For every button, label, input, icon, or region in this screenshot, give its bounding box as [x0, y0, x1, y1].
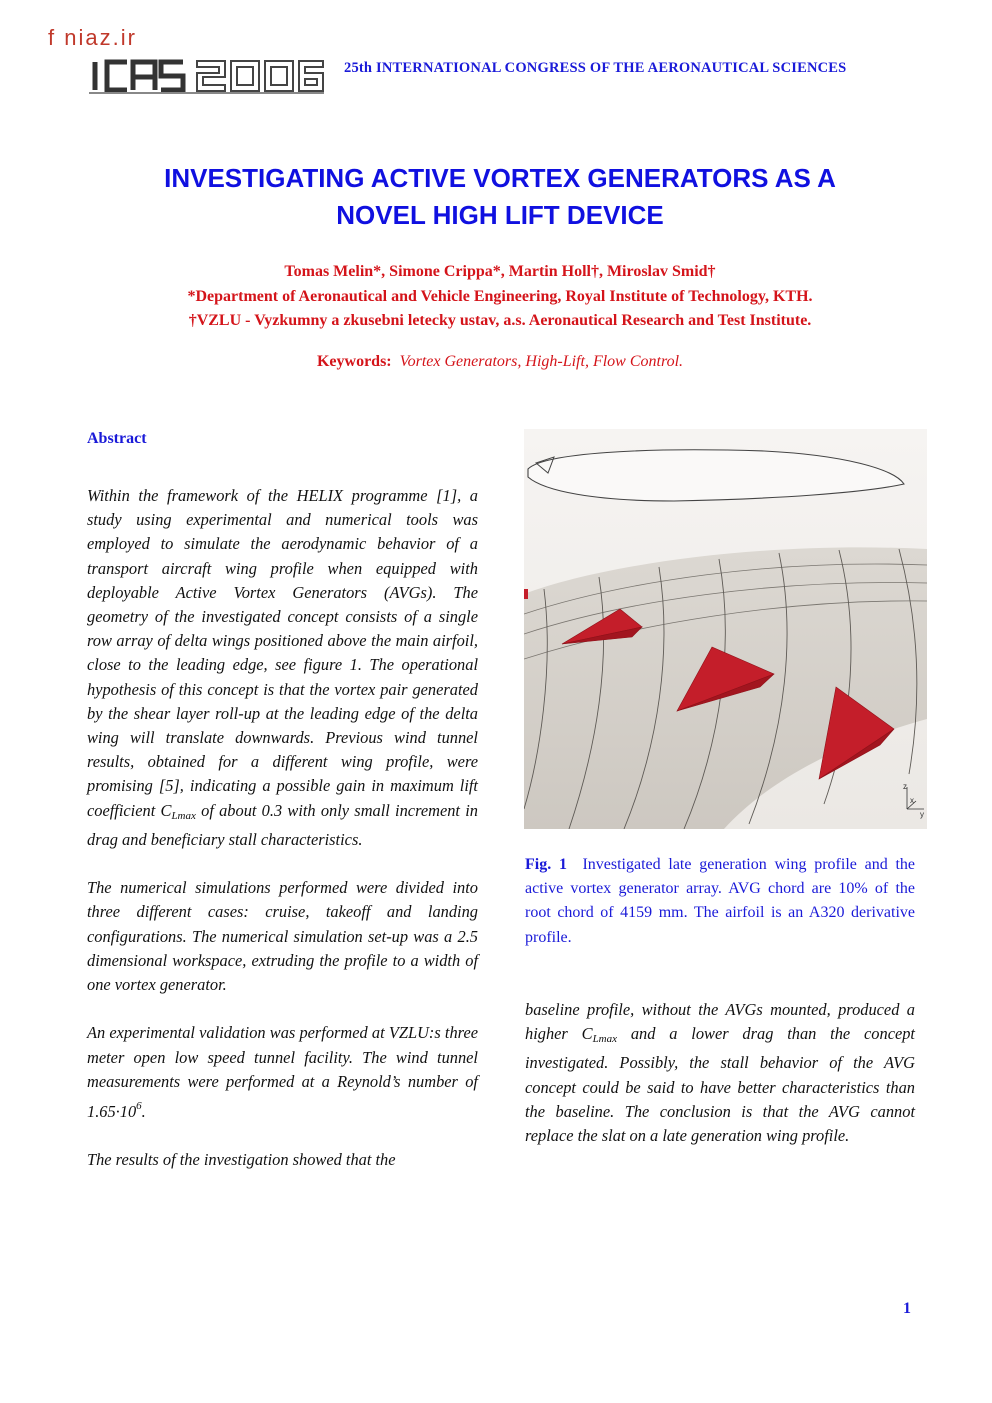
author-block: [60, 260, 940, 334]
figure-1-wing-render: [524, 429, 927, 829]
abstract-heading: Abstract: [87, 430, 147, 447]
watermark: f niaz.ir: [48, 25, 137, 50]
abstract-paragraph-4: The results of the investigation showed that the: [87, 1150, 396, 1170]
affiliation-vzlu: †VZLU - Vyzkumny a zkusebni letecky ustav, a.s. Aeronautical Research and Test Institute.: [188, 312, 812, 329]
page-number: 1: [903, 1300, 911, 1317]
abstract-right-column: [525, 998, 915, 1148]
figure-caption-text: Investigated late generation wing profile and the active vortex generator array. AVG chord are 10% of the root chord of 4159 mm. The airfoil is an A320 derivative profile.: [525, 856, 916, 946]
abstract-paragraph-1: Within the framework of the HELIX programme [1], a study using experimental and numerical tools was employed to simulate the aerodynamic behavior of a transport aircraft wing profile when equipped with deployable Active Vortex Generators (AVGs). The geometry of the investigated concept consists of a single row array of delta wings positioned above the main airfoil, close to the leading edge, see figure 1. The operational hypothesis of this concept is that the vortex pair generated by the shear layer roll-up at the leading edge of the delta wing will translate downwards. Previous wind tunnel results, obtained for a different wing profile, were promising [5], indicating a possible gain in maximum lift coefficient $C_{Lmax}$ of about 0.3 with only small increment in drag and beneficiary stall characteristics.: [87, 486, 478, 849]
title-line-2: NOVEL HIGH LIFT DEVICE: [336, 200, 664, 230]
paper-title: [100, 160, 900, 234]
keywords-label: Keywords:: [316, 353, 392, 370]
figure-label: Fig. 1: [525, 856, 567, 873]
abstract-paragraph-2: The numerical simulations performed were divided into three different cases: cruise, takeoff and landing configurations. The numerical simulation set-up was a 2.5 dimensional workspace, extruding the profile to a width of one vortex generator.: [87, 878, 478, 995]
abstract-left-column: [87, 484, 478, 1197]
abstract-paragraph-5: baseline profile, without the AVGs mounted, produced a higher $C_{Lmax}$ and a lower drag than the concept investigated. Possibly, the stall behavior of the AVG concept could be said to have better characteristics than the baseline. The conclusion is that the AVG cannot replace the slat on a late generation wing profile.: [525, 1000, 915, 1146]
icas-logo: [89, 58, 324, 94]
axis-z-label: z: [903, 782, 907, 791]
abstract-paragraph-3: An experimental validation was performed at VZLU:s three meter open low speed tunnel facility. The wind tunnel measurements were performed at a Reynold’s number of $1.65\cdot 10^6$.: [87, 1023, 478, 1122]
congress-header: 25th INTERNATIONAL CONGRESS OF THE AERONAUTICAL SCIENCES: [344, 60, 847, 76]
axis-y-label: y: [920, 810, 924, 819]
keywords: [60, 353, 940, 371]
figure-1-caption: [525, 853, 915, 950]
keywords-list: Vortex Generators, High-Lift, Flow Control.: [399, 353, 684, 370]
authors: Tomas Melin*, Simone Crippa*, Martin Holl†, Miroslav Smid†: [284, 263, 716, 280]
title-line-1: INVESTIGATING ACTIVE VORTEX GENERATORS AS A: [164, 163, 836, 193]
axis-x-label: x: [910, 796, 914, 805]
affiliation-kth: *Department of Aeronautical and Vehicle Engineering, Royal Institute of Technology, KTH.: [187, 287, 813, 305]
clmax-symbol: $C_{Lmax}$: [160, 800, 196, 822]
clmax-symbol: $C_{Lmax}$: [581, 1024, 618, 1046]
